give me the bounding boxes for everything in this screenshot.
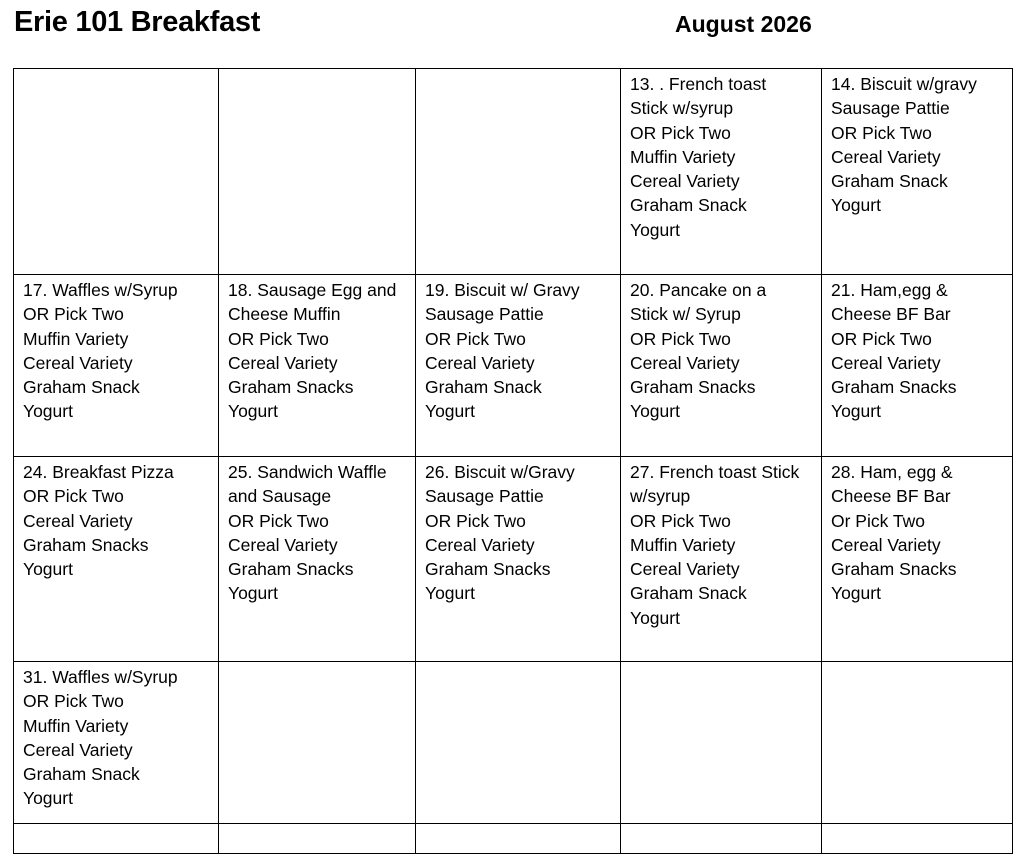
menu-item: w/syrup [630, 486, 691, 507]
menu-item: OR Pick Two [630, 122, 731, 143]
month-title: August 2026 [675, 11, 812, 37]
calendar-empty-cell [219, 662, 416, 824]
calendar-empty-cell [416, 69, 621, 275]
calendar-day-cell [14, 457, 219, 662]
day-heading: 17. Waffles w/Syrup [23, 280, 178, 300]
menu-item: Graham Snack [630, 583, 747, 604]
calendar-day-cell [822, 275, 1013, 457]
menu-item: Stick w/ Syrup [630, 304, 741, 325]
menu-item: Cereal Variety [831, 146, 941, 167]
calendar-day-cell [416, 457, 621, 662]
menu-item: Graham Snack [630, 195, 747, 216]
day-heading: 18. Sausage Egg and [228, 280, 397, 300]
menu-item: Cereal Variety [831, 534, 941, 555]
menu-item: Yogurt [831, 401, 881, 422]
menu-item: and Sausage [228, 486, 332, 507]
calendar-week-row [14, 457, 1013, 662]
menu-item: Graham Snacks [831, 377, 957, 398]
calendar-day-cell [219, 275, 416, 457]
menu-item: Or Pick Two [831, 510, 926, 531]
menu-item: Yogurt [630, 607, 680, 628]
menu-item: Cereal Variety [23, 739, 133, 760]
menu-item: Sausage Pattie [425, 486, 544, 507]
calendar-day-cell [219, 457, 416, 662]
menu-item: Cereal Variety [425, 352, 535, 373]
menu-item: Yogurt [831, 583, 881, 604]
menu-item: OR Pick Two [23, 486, 124, 507]
menu-item: OR Pick Two [425, 328, 526, 349]
menu-item: Graham Snack [23, 764, 140, 785]
calendar-empty-cell [416, 824, 621, 854]
menu-item: Cheese BF Bar [831, 304, 951, 325]
menu-item: OR Pick Two [831, 328, 932, 349]
calendar-body [14, 69, 1013, 854]
menu-item: OR Pick Two [831, 122, 932, 143]
calendar-empty-cell [219, 824, 416, 854]
menu-item: Yogurt [425, 401, 475, 422]
calendar-day-cell [822, 457, 1013, 662]
menu-item: Cereal Variety [630, 559, 740, 580]
menu-item: Graham Snacks [228, 559, 354, 580]
menu-item: Yogurt [228, 401, 278, 422]
calendar-empty-cell [621, 662, 822, 824]
calendar-empty-cell [416, 662, 621, 824]
menu-item: OR Pick Two [425, 510, 526, 531]
menu-item: Yogurt [630, 219, 680, 240]
calendar-grid [13, 68, 1013, 854]
page-title: Erie 101 Breakfast [14, 6, 261, 38]
calendar-empty-cell [14, 69, 219, 275]
calendar-day-cell [822, 69, 1013, 275]
day-heading: 13. . French toast [630, 74, 767, 94]
calendar-empty-cell [621, 824, 822, 854]
menu-item: Graham Snacks [425, 559, 551, 580]
menu-item: Sausage Pattie [425, 304, 544, 325]
menu-item: Sausage Pattie [831, 98, 950, 119]
calendar-day-cell [621, 275, 822, 457]
menu-item: Graham Snacks [23, 534, 149, 555]
calendar-empty-cell [14, 824, 219, 854]
menu-item: Cheese BF Bar [831, 486, 951, 507]
day-heading: 20. Pancake on a [630, 280, 767, 300]
day-heading: 24. Breakfast Pizza [23, 462, 174, 482]
menu-item: Graham Snacks [228, 377, 354, 398]
day-heading: 19. Biscuit w/ Gravy [425, 280, 580, 300]
calendar-day-cell [621, 457, 822, 662]
day-heading: 14. Biscuit w/gravy [831, 74, 977, 94]
menu-item: Cereal Variety [23, 510, 133, 531]
calendar-empty-cell [219, 69, 416, 275]
menu-item: OR Pick Two [23, 691, 124, 712]
menu-item: Muffin Variety [630, 146, 736, 167]
day-heading: 31. Waffles w/Syrup [23, 667, 178, 687]
calendar-week-row [14, 662, 1013, 824]
menu-item: Yogurt [23, 401, 73, 422]
day-heading: 25. Sandwich Waffle [228, 462, 387, 482]
calendar-empty-cell [822, 662, 1013, 824]
menu-item: Muffin Variety [23, 715, 129, 736]
day-heading: 21. Ham,egg & [831, 280, 948, 300]
menu-item: Yogurt [630, 401, 680, 422]
calendar-day-cell [621, 69, 822, 275]
menu-item: Cereal Variety [425, 534, 535, 555]
calendar-day-cell [14, 275, 219, 457]
menu-item: Muffin Variety [23, 328, 129, 349]
menu-item: Stick w/syrup [630, 98, 734, 119]
menu-item: Yogurt [23, 559, 73, 580]
menu-item: Graham Snack [831, 171, 948, 192]
menu-item: Graham Snacks [630, 377, 756, 398]
menu-item: Cheese Muffin [228, 304, 341, 325]
menu-item: Yogurt [23, 788, 73, 809]
calendar-week-row [14, 69, 1013, 275]
calendar-week-row [14, 275, 1013, 457]
menu-item: OR Pick Two [630, 510, 731, 531]
menu-item: Cereal Variety [831, 352, 941, 373]
menu-item: OR Pick Two [228, 328, 329, 349]
menu-item: Cereal Variety [228, 352, 338, 373]
menu-item: Graham Snack [23, 377, 140, 398]
day-heading: 26. Biscuit w/Gravy [425, 462, 575, 482]
menu-item: Cereal Variety [23, 352, 133, 373]
menu-item: Cereal Variety [630, 171, 740, 192]
menu-item: OR Pick Two [630, 328, 731, 349]
menu-item: OR Pick Two [228, 510, 329, 531]
menu-item: Yogurt [831, 195, 881, 216]
menu-item: Cereal Variety [630, 352, 740, 373]
menu-item: Muffin Variety [630, 534, 736, 555]
menu-item: Cereal Variety [228, 534, 338, 555]
day-heading: 27. French toast Stick [630, 462, 800, 482]
menu-item: Graham Snacks [831, 559, 957, 580]
menu-item: Yogurt [228, 583, 278, 604]
menu-item: OR Pick Two [23, 304, 124, 325]
calendar-week-row [14, 824, 1013, 854]
calendar-day-cell [14, 662, 219, 824]
calendar-day-cell [416, 275, 621, 457]
calendar-empty-cell [822, 824, 1013, 854]
menu-item: Graham Snack [425, 377, 542, 398]
menu-item: Yogurt [425, 583, 475, 604]
day-heading: 28. Ham, egg & [831, 462, 953, 482]
